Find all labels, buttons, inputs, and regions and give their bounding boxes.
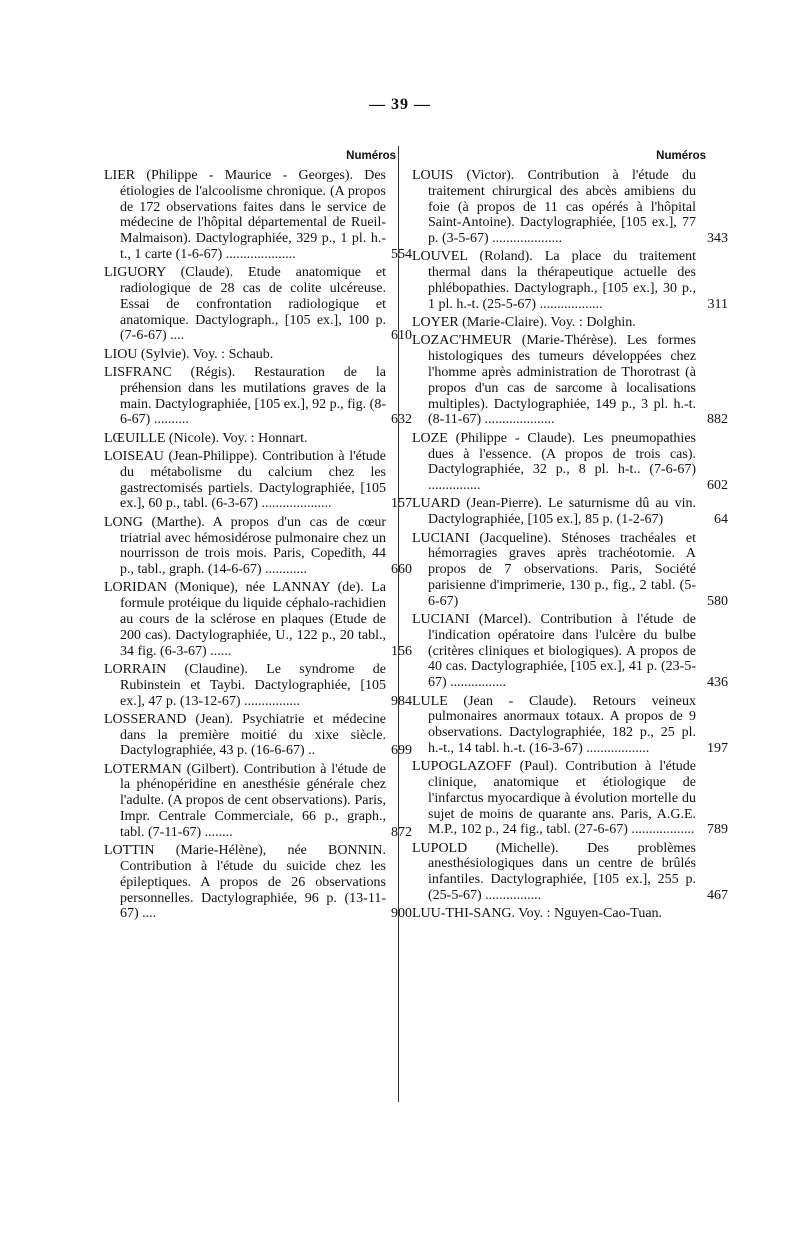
entry-number: 602 xyxy=(707,478,728,494)
bibliography-entry xyxy=(104,661,412,709)
bibliography-entry xyxy=(412,530,728,610)
bibliography-entry xyxy=(412,249,728,312)
bibliography-entry xyxy=(412,333,728,428)
entry-text: LOZAC'HMEUR (Marie-Thérèse). Les formes histologiques des tumeurs développées chez l'homme après administration de Thorotrast (à propos d'un cas de sarcome à localisations multiples). Dactylographiée, 149 p., 3 pl. h.-t. (8-11-67) .................... xyxy=(412,333,696,428)
entry-number: 64 xyxy=(714,512,728,528)
entry-text: LORRAIN (Claudine). Le syndrome de Rubinstein et Taybi. Dactylographiée, [105 ex.], 47 p. (13-12-67) ................ xyxy=(104,661,386,709)
entry-number: 311 xyxy=(707,296,728,312)
entry-text: LORIDAN (Monique), née LANNAY (de). La formule protéique du liquide céphalo-rachidien au cours de la sclérose en plaques (Etude de 200 cas). Dactylographiée, U., 122 p., 20 tabl., 34 fig. (6-3-67) ...... xyxy=(104,580,386,659)
bibliography-entry xyxy=(412,840,728,904)
entry-number: 632 xyxy=(391,412,412,428)
bibliography-entry xyxy=(412,759,728,838)
entry-number: 872 xyxy=(391,824,412,840)
entry-text: LŒUILLE (Nicole). Voy. : Honnart. xyxy=(104,430,308,446)
entry-text: LULE (Jean - Claude). Retours veineux pulmonaires anormaux totaux. A propos de 9 observations. Dactylographiée, 182 p., 25 pl. h.-t., 14 tabl. h.-t. (16-3-67) .................. xyxy=(412,693,696,756)
entry-number: 699 xyxy=(391,743,412,759)
entry-text: LUARD (Jean-Pierre). Le saturnisme dû au vin. Dactylographiée, [105 ex.], 85 p. (1-2-67) xyxy=(412,496,696,528)
entry-text: LUPOGLAZOFF (Paul). Contribution à l'étude clinique, anatomique et étiologique de l'infarctus myocardique à évolution mortelle du sujet de moins de quarante ans. Paris, A.G.E. M.P., 102 p., 24 fig., tabl. (27-6-67) .................. xyxy=(412,759,696,838)
bibliography-entry xyxy=(412,906,696,922)
entry-text: LUPOLD (Michelle). Des problèmes anesthésiologiques dans un centre de brûlés infantiles. Dactylographiée, [105 ex.], 255 p. (25-5-67) ................ xyxy=(412,840,696,904)
entry-number: 610 xyxy=(391,328,412,344)
entry-text: LOTTIN (Marie-Hélène), née BONNIN. Contribution à l'étude du suicide chez les épileptiques. A propos de 26 observations personnelles. Dactylographiée, 96 p. (13-11-67) .... xyxy=(104,843,386,922)
entry-text: LIGUORY (Claude). Etude anatomique et radiologique de 28 cas de colite ulcéreuse. Essai de confrontation radiologique et anatomique. Dactylograph., [105 ex.], 100 p. (7-6-67) .... xyxy=(104,265,386,344)
entry-text: LOZE (Philippe - Claude). Les pneumopathies dues à l'essence. (A propos de trois cas). Dactylographiée, 32 p., 8 pl. h-t.. (7-6-67) ............... xyxy=(412,430,696,494)
bibliography-entry xyxy=(104,365,412,428)
bibliography-entry xyxy=(104,265,412,344)
entry-text: LONG (Marthe). A propos d'un cas de cœur triatrial avec hémosidérose pulmonaire chez un nourrisson de trois mois. Paris, Copedith, 44 p., tabl., graph. (14-6-67) ............ xyxy=(104,514,386,578)
entry-number: 554 xyxy=(391,246,412,262)
entry-text: LOYER (Marie-Claire). Voy. : Dolghin. xyxy=(412,315,636,331)
entry-list xyxy=(412,168,728,922)
entry-number: 900 xyxy=(391,906,412,922)
bibliography-entry xyxy=(412,430,728,494)
entry-number: 197 xyxy=(707,740,728,756)
bibliography-entry xyxy=(104,711,412,759)
column-header: Numéros xyxy=(656,150,706,162)
bibliography-entry xyxy=(412,496,728,528)
entry-text: LOUIS (Victor). Contribution à l'étude du traitement chirurgical des abcès amibiens du foie (à propos de 11 cas opérés à l'hôpital Saint-Antoine). Dactylographiée, [105 ex.], 77 p. (3-5-67) .................... xyxy=(412,168,696,247)
entry-number: 882 xyxy=(707,412,728,428)
bibliography-entry xyxy=(104,347,386,363)
bibliography-entry xyxy=(412,168,728,247)
entry-text: LUCIANI (Marcel). Contribution à l'étude de l'indication opératoire dans l'ulcère du bulbe (critères cliniques et biologiques). A propos de 40 cas. Dactylographiée, [105 ex.], 41 p. (23-5-67) ................ xyxy=(412,612,696,691)
right-column xyxy=(412,150,728,925)
bibliography-entry xyxy=(104,580,412,659)
column-header: Numéros xyxy=(346,150,396,162)
page-number: — 39 — xyxy=(369,96,431,113)
entry-text: LISFRANC (Régis). Restauration de la préhension dans les mutilations graves de la main. Dactylographiée, [105 ex.], 92 p., fig. (8-6-67) .......... xyxy=(104,365,386,428)
entry-text: LUCIANI (Jacqueline). Sténoses trachéales et hémorragies graves après trachéotomie. A propos de 7 observations. Paris, Société parisienne d'imprimerie, 130 p., fig., 2 tabl. (5-6-67) xyxy=(412,530,696,609)
bibliography-entry xyxy=(104,449,412,512)
entry-number: 467 xyxy=(707,888,728,904)
entry-number: 789 xyxy=(707,822,728,838)
bibliography-entry xyxy=(104,431,386,447)
entry-text: LOSSERAND (Jean). Psychiatrie et médecine dans la première moitié du xixe siècle. Dactylographiée, 43 p. (16-6-67) .. xyxy=(104,711,386,759)
bibliography-entry xyxy=(104,843,412,922)
entry-number: 660 xyxy=(391,562,412,578)
bibliography-entry xyxy=(412,693,728,757)
entry-text: LUU-THI-SANG. Voy. : Nguyen-Cao-Tuan. xyxy=(412,906,663,922)
left-column xyxy=(104,150,412,925)
bibliography-entry xyxy=(104,514,412,578)
entry-text: LIOU (Sylvie). Voy. : Schaub. xyxy=(104,346,274,362)
entry-number: 157 xyxy=(391,496,412,512)
entry-number: 156 xyxy=(391,643,412,659)
bibliography-entry xyxy=(104,168,412,263)
entry-number: 984 xyxy=(391,693,412,709)
entry-text: LOTERMAN (Gilbert). Contribution à l'étude de la phénopéridine en anesthésie générale chez l'adulte. (A propos de cent observations). Paris, Impr. Centrale Commerciale, 66 p., graph., tabl. (7-11-67) ........ xyxy=(104,761,386,840)
bibliography-entry xyxy=(412,315,696,331)
entry-number: 580 xyxy=(707,593,728,609)
bibliography-entry xyxy=(412,612,728,691)
entry-list xyxy=(104,168,412,922)
bibliography-entry xyxy=(104,761,412,841)
entry-number: 436 xyxy=(707,675,728,691)
entry-text: LOISEAU (Jean-Philippe). Contribution à l'étude du métabolisme du calcium chez les gastrectomisés partiels. Dactylographiée, [105 ex.], 60 p., tabl. (6-3-67) .................... xyxy=(104,449,386,512)
entry-number: 343 xyxy=(707,231,728,247)
entry-text: LOUVEL (Roland). La place du traitement thermal dans la thérapeutique actuelle des phlébopathies. Dactylograph., [105 ex.], 30 p., 1 pl. h.-t. (25-5-67) .................. xyxy=(412,249,696,312)
entry-text: LIER (Philippe - Maurice - Georges). Des étiologies de l'alcoolisme chronique. (A propos de 172 observations faites dans le service de médecine de l'hôpital départemental de Rueil-Malmaison). Dactylographiée, 329 p., 1 pl. h.-t., 1 carte (1-6-67) .................... xyxy=(104,168,386,262)
column-divider xyxy=(398,146,399,1102)
